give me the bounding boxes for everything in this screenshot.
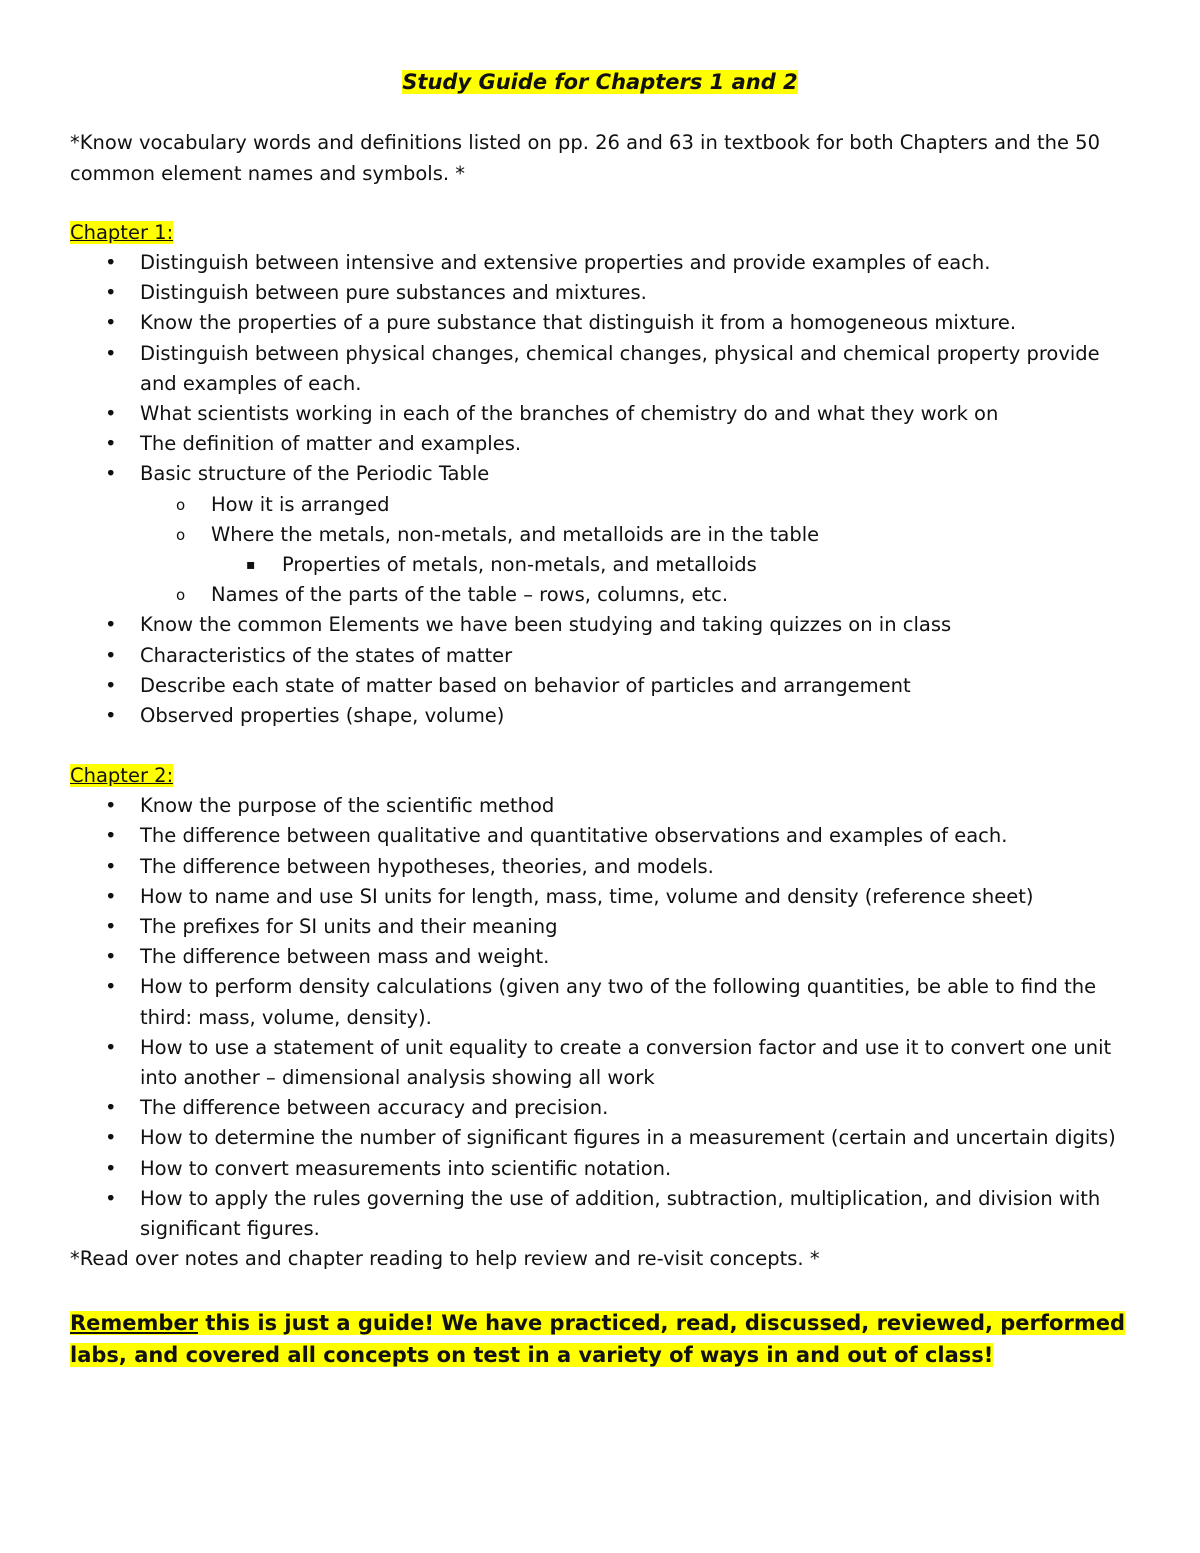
list-item: • What scientists working in each of the branches of chemistry do and what they work on [105, 402, 999, 426]
list-item: • Observed properties (shape, volume) [105, 704, 505, 728]
sub-list-item: o Names of the parts of the table – rows, columns, etc. [176, 583, 729, 607]
closing-note: *Read over notes and chapter reading to help review and re-visit concepts. * [70, 1247, 820, 1271]
list-item: • Distinguish between pure substances and mixtures. [105, 281, 647, 305]
reminder-text: this is just a guide! We have practiced, read, discussed, reviewed, performed labs, and covered all concepts on test in a variety of ways in and out of class! [70, 1311, 1125, 1368]
list-item: • The definition of matter and examples. [105, 432, 522, 456]
reminder-note [70, 1307, 1130, 1371]
list-item: • The prefixes for SI units and their meaning [105, 915, 558, 939]
list-item: • Basic structure of the Periodic Table [105, 462, 490, 486]
list-item: • Distinguish between physical changes, chemical changes, physical and chemical property provide and examples of each. [105, 341, 1100, 395]
list-item: • How to perform density calculations (given any two of the following quantities, be able to find the third: mass, volume, density). [105, 975, 1097, 1029]
document-title: Study Guide for Chapters 1 and 2 [402, 70, 798, 94]
list-item: • Describe each state of matter based on behavior of particles and arrangement [105, 673, 911, 697]
list-item: • The difference between qualitative and quantitative observations and examples of each. [105, 824, 1008, 848]
reminder-lead: Remember [70, 1311, 199, 1336]
list-item: • The difference between hypotheses, theories, and models. [105, 854, 714, 878]
chapter-1-heading: Chapter 1: [70, 221, 174, 244]
list-item: • Know the purpose of the scientific method [105, 794, 555, 818]
sub-sub-list-item: ▪ Properties of metals, non-metals, and metalloids [246, 553, 757, 577]
list-item: • Know the common Elements we have been studying and taking quizzes on in class [105, 613, 952, 637]
list-item: • Distinguish between intensive and extensive properties and provide examples of each. [105, 251, 991, 274]
list-item: • Know the properties of a pure substance that distinguish it from a homogeneous mixture. [105, 311, 1017, 335]
list-item: • Characteristics of the states of matter [105, 643, 513, 667]
chapter-1-list [70, 248, 1130, 731]
list-item: • The difference between accuracy and precision. [105, 1096, 609, 1120]
chapter-2-heading: Chapter 2: [70, 764, 174, 788]
sub-list-item: o How it is arranged [176, 492, 390, 516]
section-spacer [70, 731, 1130, 761]
list-item: • How to use a statement of unit equality to create a conversion factor and use it to convert one unit into another – dimensional analysis showing all work [105, 1035, 1112, 1090]
sub-list-item: o Where the metals, non-metals, and metalloids are in the table [176, 522, 820, 546]
title-container [70, 70, 1130, 94]
chapter-2-list [70, 791, 1130, 1244]
list-item: • How to name and use SI units for length, mass, time, volume and density (reference sheet) [105, 884, 1034, 908]
list-item: • How to convert measurements into scientific notation. [105, 1156, 672, 1180]
list-item: • The difference between mass and weight. [105, 945, 550, 969]
list-item: • How to apply the rules governing the use of addition, subtraction, multiplication, and division with significant figures. [105, 1186, 1101, 1241]
list-item: • How to determine the number of significant figures in a measurement (certain and uncertain digits) [105, 1126, 1116, 1150]
document-page [70, 70, 1130, 1371]
intro-note: *Know vocabulary words and definitions listed on pp. 26 and 63 in textbook for both Chapters and the 50 common element names and symbols. * [70, 131, 1100, 185]
